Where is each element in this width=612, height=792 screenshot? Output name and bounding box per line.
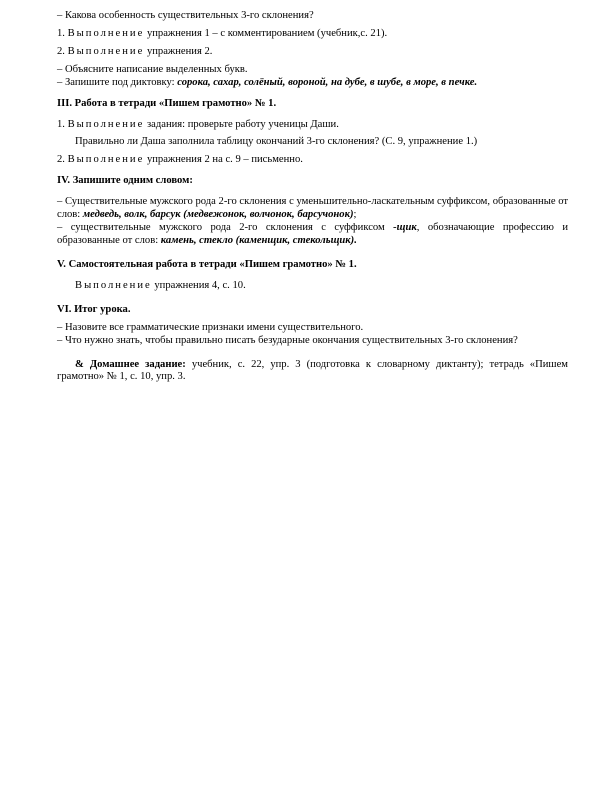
task-line	[57, 154, 568, 167]
task-question: Правильно ли Даша заполнила таблицу окончаний 3-го склонения? (С. 9, упражнение 1.)	[75, 136, 478, 148]
task-text: упражнения 4, с. 10.	[151, 279, 246, 291]
section-heading: VI. Итог урока.	[57, 303, 131, 315]
paragraph-text: ;	[353, 209, 357, 221]
spaced-word: Выполнение	[67, 118, 145, 130]
exercise-text: упражнения 1 – с комментированием (учебник,с. 21).	[144, 27, 388, 39]
task-line	[57, 280, 568, 293]
paragraph-text: – существительные мужского рода 2-го склонения с суффиксом	[57, 222, 394, 234]
homework-text: учебник, с. 22, упр. 3 (подготовка к словарному диктанту); тетрадь «Пишем грамотно» № 1, с. 10, упр. 3.	[57, 358, 568, 383]
paragraph	[57, 222, 568, 248]
section-heading: III. Работа в тетради «Пишем грамотно» № 1.	[57, 97, 277, 109]
paragraph-text: – Существительные мужского рода 2-го склонения с уменьшительно-ласкательным суффиксом, образованные от слов:	[57, 196, 568, 221]
paragraph	[57, 196, 568, 222]
dictation-prompt: – Запишите под диктовку:	[57, 76, 178, 88]
dictation-words: сорока, сахар, солёный, вороной, на дубе, в шубе, в море, в печке.	[177, 76, 478, 88]
spaced-word: Выполнение	[75, 279, 152, 291]
question-line: – Объясните написание выделенных букв.	[57, 63, 248, 75]
item-number: 2.	[57, 154, 68, 166]
task-text: задания: проверьте работу ученицы Даши.	[144, 118, 339, 130]
example-words: камень, стекло (каменщик, стекольщик).	[160, 234, 357, 246]
item-number: 1.	[57, 118, 68, 130]
item-number: 2.	[57, 45, 68, 57]
homework	[57, 359, 568, 385]
question-line: – Что нужно знать, чтобы правильно писать безударные окончания существительных 3-го склонения?	[57, 334, 518, 346]
paragraph-text: , обозначающие профессию и образованные от слов:	[57, 222, 568, 246]
question-line: – Назовите все грамматические признаки имени существительного.	[57, 321, 364, 333]
spaced-word: Выполнение	[67, 154, 145, 166]
example-words: медведь, волк, барсук (медвежонок, волчонок, барсучонок)	[82, 209, 354, 221]
exercise-line	[57, 28, 568, 41]
homework-label: & Домашнее задание:	[75, 358, 186, 370]
section-heading: V. Самостоятельная работа в тетради «Пишем грамотно» № 1.	[57, 258, 357, 270]
task-text: упражнения 2 на с. 9 – письменно.	[144, 154, 303, 166]
exercise-line	[57, 46, 568, 59]
spaced-word: Выполнение	[67, 45, 145, 57]
suffix: -щик	[393, 222, 417, 234]
spaced-word: Выполнение	[67, 27, 145, 39]
dictation-line	[57, 77, 568, 90]
item-number: 1.	[57, 27, 68, 39]
task-line	[57, 119, 568, 132]
question-line: – Какова особенность существительных 3-го склонения?	[57, 10, 314, 21]
section-heading: IV. Запишите одним словом:	[57, 175, 193, 187]
exercise-text: упражнения 2.	[144, 45, 213, 57]
